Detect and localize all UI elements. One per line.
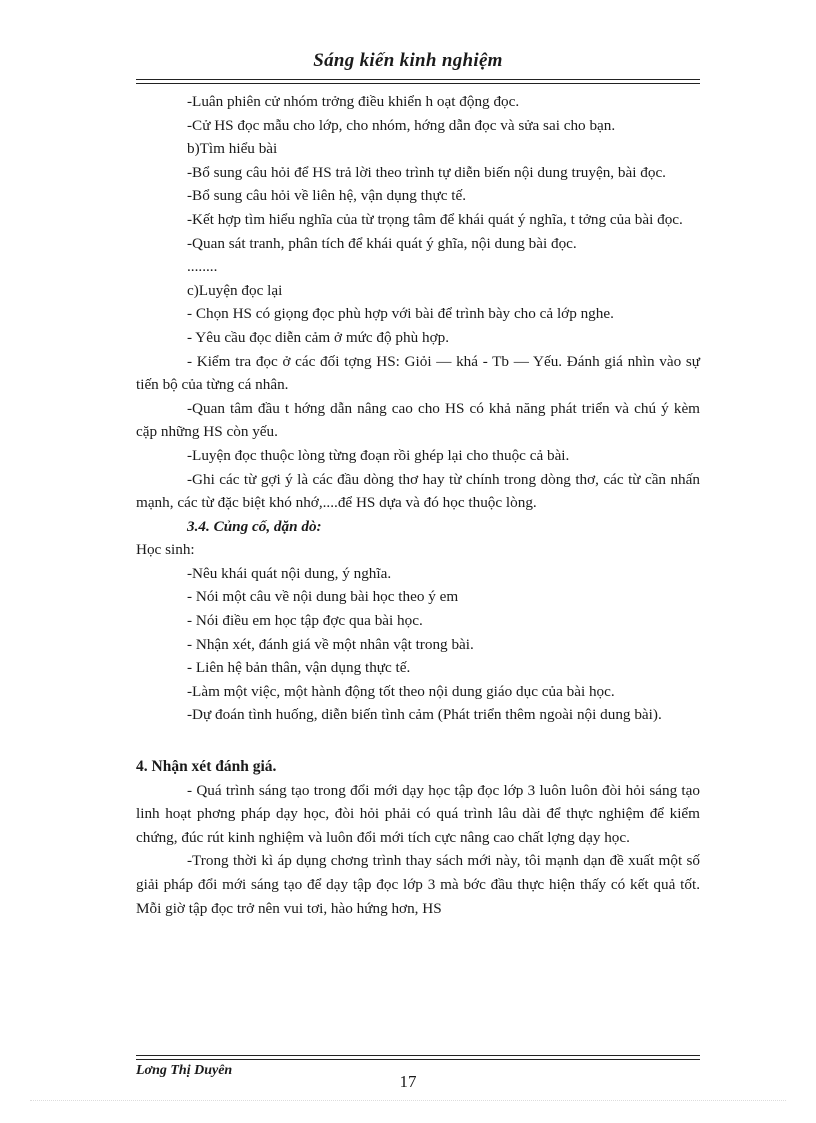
body-line: -Quan sát tranh, phân tích để khái quát ý ghĩa, nội dung bài đọc. <box>187 234 577 252</box>
page-bottom-dotted-line <box>30 1100 786 1101</box>
page-header-title: Sáng kiến kinh nghiệm <box>313 50 503 71</box>
body-line: - Yêu cầu đọc diễn cảm ở mức độ phù hợp. <box>187 328 450 346</box>
page-number: 17 <box>399 1072 417 1091</box>
body-line: -Luân phiên cử nhóm trởng điều khiển h oạt động đọc. <box>187 93 520 110</box>
list-item: -Nêu khái quát nội dung, ý nghĩa. <box>187 564 392 582</box>
body-line: - Chọn HS có giọng đọc phù hợp với bài để trình bày cho cả lớp nghe. <box>187 305 614 323</box>
footer-rule-top <box>136 1055 700 1056</box>
list-item: -Dự đoán tình huống, diễn biến tình cảm (Phát triển thêm ngoài nội dung bài). <box>187 706 662 724</box>
body-line: -Cử HS đọc mẫu cho lớp, cho nhóm, hớng dẫn đọc và sửa sai cho bạn. <box>187 116 616 134</box>
footer-rule-bottom <box>136 1059 700 1060</box>
header-rule-top <box>136 79 700 80</box>
body-paragraph: -Ghi các từ gợi ý là các đầu dòng thơ hay từ chính trong dòng thơ, các từ cần nhấn mạnh, các từ đặc biệt khó nhớ,....để HS dựa và đó học thuộc lòng. <box>136 470 700 512</box>
list-item: - Nói một câu về nội dung bài học theo ý em <box>187 588 459 606</box>
section-spacer <box>136 727 700 755</box>
subheading-c: c)Luyện đọc lại <box>187 281 283 299</box>
document-body <box>136 90 700 920</box>
body-paragraph: - Kiểm tra đọc ở các đối tợng HS: Giỏi — khá - Tb — Yếu. Đánh giá nhìn vào sự tiến bộ của từng cá nhân. <box>136 352 700 394</box>
list-item: - Liên hệ bản thân, vận dụng thực tế. <box>187 659 411 677</box>
subheading-b: b)Tìm hiểu bài <box>187 140 278 158</box>
body-paragraph: -Trong thời kì áp dụng chơng trình thay sách mới này, tôi mạnh dạn đề xuất một số giải pháp đổi mới sáng tạo để dạy tập đọc lớp 3 mà bớc đầu thực hiện thấy có kết quả tốt. Mỗi giờ tập đọc trở nên vui tơi, hào hứng hơn, HS <box>136 852 700 917</box>
body-line: -Luyện đọc thuộc lòng từng đoạn rồi ghép lại cho thuộc cả bài. <box>187 446 570 464</box>
body-paragraph: - Quá trình sáng tạo trong đổi mới dạy học tập đọc lớp 3 luôn luôn đòi hỏi sáng tạo linh hoạt phơng pháp dạy học, đòi hỏi phải có quá trình lâu dài để thực nghiệm để kiểm chứng, đúc rút kinh nghiệm và luôn đổi mới tích cực nâng cao chất lợng dạy học. <box>136 781 700 846</box>
body-paragraph: -Quan tâm đầu t hớng dẫn nâng cao cho HS có khả năng phát triển và chú ý kèm cặp những HS còn yếu. <box>136 399 700 441</box>
body-line: -Bổ sung câu hỏi về liên hệ, vận dụng thực tế. <box>187 187 467 205</box>
body-paragraph: -Kết hợp tìm hiểu nghĩa của từ trọng tâm để khái quát ý nghĩa, t tởng của bài đọc. <box>187 210 683 228</box>
list-item: - Nói điều em học tập đợc qua bài học. <box>187 612 423 630</box>
body-paragraph: -Bổ sung câu hỏi để HS trả lời theo trình tự diễn biến nội dung truyện, bài đọc. <box>187 163 666 181</box>
section-3-4-title: 3.4. Củng cố, dặn dò: <box>187 517 322 535</box>
footer-author: Lơng Thị Duyên <box>136 1063 233 1078</box>
section-3-4-label: Học sinh: <box>136 541 195 559</box>
ellipsis-line: ........ <box>187 258 218 276</box>
list-item: -Làm một việc, một hành động tốt theo nội dung giáo dục của bài học. <box>187 682 615 700</box>
section-4-title: 4. Nhận xét đánh giá. <box>136 758 277 776</box>
list-item: - Nhận xét, đánh giá về một nhân vật trong bài. <box>187 635 474 653</box>
header-rule-bottom <box>136 83 700 84</box>
